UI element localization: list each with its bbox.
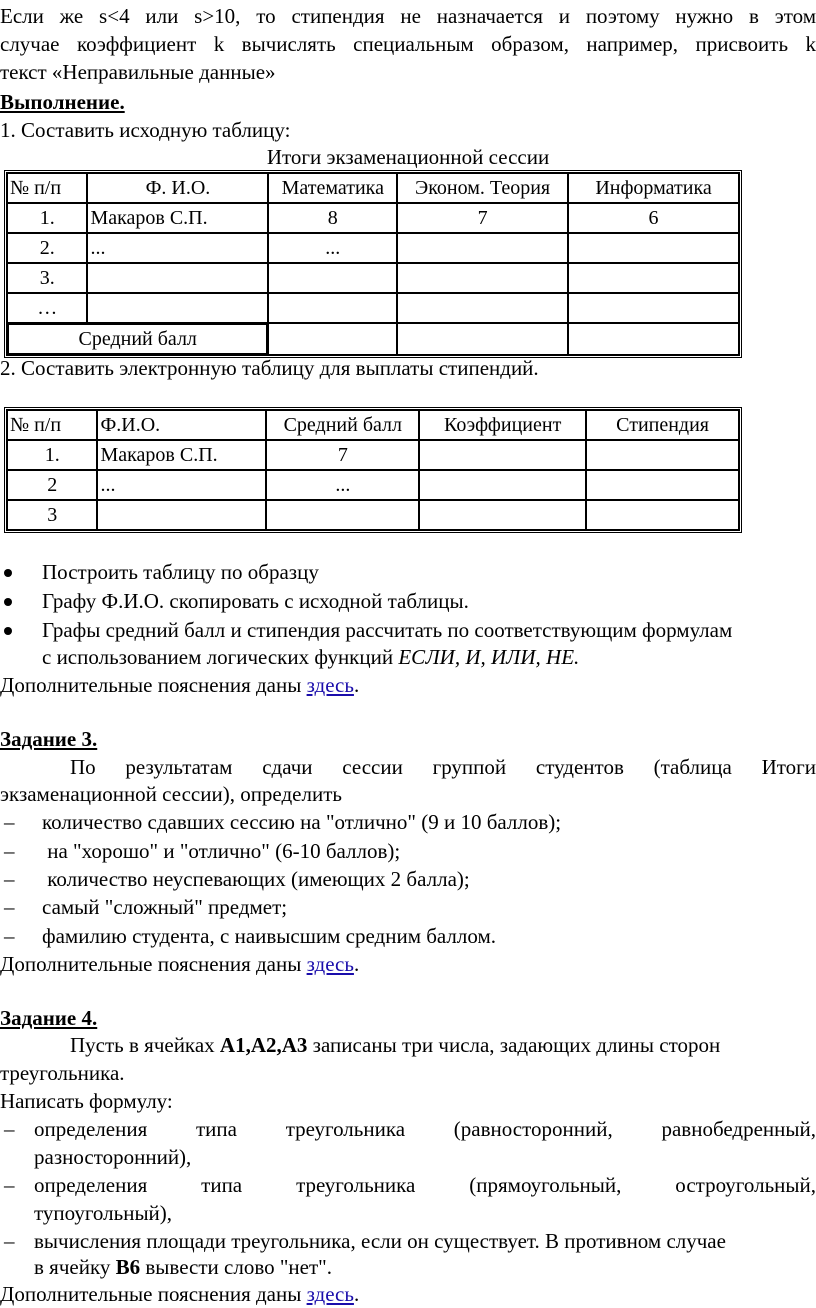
average-label: Средний балл bbox=[7, 323, 268, 355]
table-header: Коэффициент bbox=[419, 410, 586, 440]
table-header-row bbox=[7, 410, 739, 440]
table-header: Ф.И.О. bbox=[97, 410, 266, 440]
table-cell bbox=[568, 293, 739, 323]
table-cell: 1. bbox=[7, 203, 87, 233]
task3-line-1: По результатам сдачи сессии группой студентов (таблица Итоги bbox=[70, 755, 816, 779]
step-2: 2. Составить электронную таблицу для выплаты стипендий. bbox=[0, 356, 539, 380]
details-link[interactable]: здесь bbox=[306, 673, 354, 697]
table-cell bbox=[268, 293, 397, 323]
table-cell bbox=[586, 500, 739, 530]
table-cell bbox=[568, 323, 739, 355]
table-cell: Макаров С.П. bbox=[87, 203, 268, 233]
dash-icon: – bbox=[4, 1229, 15, 1253]
table-cell bbox=[419, 500, 586, 530]
more-info-line: Дополнительные пояснения даны здесь. bbox=[0, 952, 360, 976]
table-cell bbox=[397, 263, 568, 293]
dash-icon: – bbox=[4, 839, 15, 863]
table-row bbox=[7, 470, 739, 500]
table-row bbox=[7, 440, 739, 470]
bullet-icon bbox=[4, 627, 12, 635]
table-cell: 2 bbox=[7, 470, 97, 500]
table-header: Математика bbox=[268, 173, 397, 203]
table1-caption: Итоги экзаменационной сессии bbox=[266, 145, 550, 169]
table-header: Эконом. Теория bbox=[397, 173, 568, 203]
intro-line-1: Если же s<4 или s>10, то стипендия не назначается и поэтому нужно в этом bbox=[0, 4, 816, 28]
table-header: № п/п bbox=[7, 173, 87, 203]
table-cell: Макаров С.П. bbox=[97, 440, 266, 470]
exam-results-table bbox=[4, 170, 742, 358]
task4-line-3: Написать формулу: bbox=[0, 1089, 173, 1113]
table-cell: 6 bbox=[568, 203, 739, 233]
task4-line-2: треугольника. bbox=[0, 1061, 125, 1085]
bullet-icon bbox=[4, 598, 12, 606]
table-cell bbox=[568, 233, 739, 263]
task4-line-1: Пусть в ячейках А1,А2,А3 записаны три числа, задающих длины сторон bbox=[70, 1033, 721, 1057]
details-link[interactable]: здесь bbox=[306, 1282, 354, 1306]
dash-icon: – bbox=[4, 1173, 15, 1197]
intro-line-2: случае коэффициент k вычислять специальным образом, например, присвоить k bbox=[0, 32, 816, 56]
table-header: Стипендия bbox=[586, 410, 739, 440]
table-cell bbox=[87, 293, 268, 323]
table-header: № п/п bbox=[7, 410, 97, 440]
dash-icon: – bbox=[4, 810, 15, 834]
table-cell: 8 bbox=[268, 203, 397, 233]
table-cell: ... bbox=[87, 233, 268, 263]
step-1: 1. Составить исходную таблицу: bbox=[0, 118, 291, 142]
table-cell: 1. bbox=[7, 440, 97, 470]
table-cell: 3 bbox=[7, 500, 97, 530]
table-cell bbox=[397, 293, 568, 323]
table-cell: 7 bbox=[266, 440, 419, 470]
table-cell: ... bbox=[268, 233, 397, 263]
task3-line-2: экзаменационной сессии), определить bbox=[0, 782, 342, 806]
table-cell: 3. bbox=[7, 263, 87, 293]
table-cell: … bbox=[7, 293, 87, 323]
table-header: Ф. И.О. bbox=[87, 173, 268, 203]
table-row bbox=[7, 293, 739, 323]
bullet-icon bbox=[4, 569, 12, 577]
table-cell bbox=[268, 263, 397, 293]
table-cell bbox=[268, 323, 397, 355]
table-header-row bbox=[7, 173, 739, 203]
table-header: Средний балл bbox=[266, 410, 419, 440]
table-row bbox=[7, 203, 739, 233]
dash-icon: – bbox=[4, 1117, 15, 1141]
table-cell bbox=[419, 440, 586, 470]
execution-heading: Выполнение. bbox=[0, 90, 125, 114]
table-cell: ... bbox=[97, 470, 266, 500]
table-header: Информатика bbox=[568, 173, 739, 203]
table-cell bbox=[568, 263, 739, 293]
more-info-line: Дополнительные пояснения даны здесь. bbox=[0, 1282, 360, 1306]
table-cell: 2. bbox=[7, 233, 87, 263]
table-footer-row bbox=[7, 323, 739, 355]
table-cell bbox=[419, 470, 586, 500]
scholarship-table bbox=[4, 407, 742, 533]
table-row bbox=[7, 233, 739, 263]
dash-icon: – bbox=[4, 924, 15, 948]
table-row bbox=[7, 263, 739, 293]
intro-line-3: текст «Неправильные данные» bbox=[0, 60, 276, 84]
table-cell: 7 bbox=[397, 203, 568, 233]
table-cell bbox=[397, 233, 568, 263]
table-cell bbox=[586, 440, 739, 470]
table-row bbox=[7, 500, 739, 530]
dash-icon: – bbox=[4, 895, 15, 919]
dash-icon: – bbox=[4, 867, 15, 891]
task4-heading: Задание 4. bbox=[0, 1006, 98, 1030]
table-cell bbox=[586, 470, 739, 500]
more-info-line: Дополнительные пояснения даны здесь. bbox=[0, 673, 360, 697]
table-cell bbox=[87, 263, 268, 293]
table-cell bbox=[97, 500, 266, 530]
task3-heading: Задание 3. bbox=[0, 727, 98, 751]
table-cell: ... bbox=[266, 470, 419, 500]
details-link[interactable]: здесь bbox=[306, 952, 354, 976]
table-cell bbox=[397, 323, 568, 355]
table-cell bbox=[266, 500, 419, 530]
